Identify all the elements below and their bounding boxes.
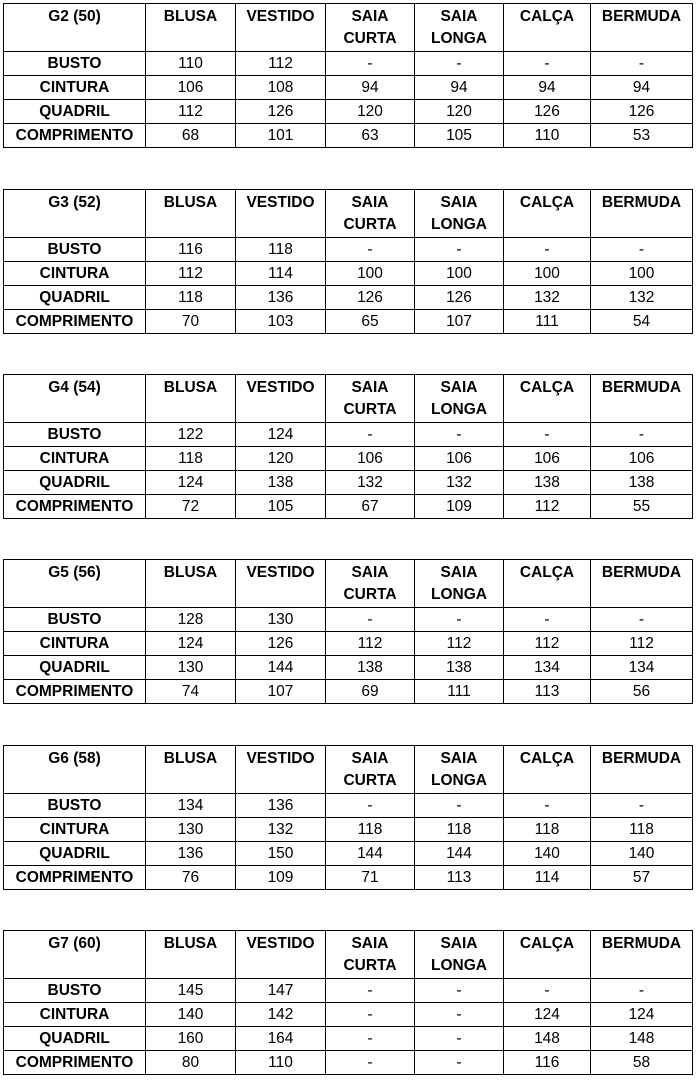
column-header-line: CALÇA <box>519 750 575 767</box>
measurement-value: 118 <box>146 447 236 471</box>
column-header-line: VESTIDO <box>246 379 315 396</box>
measurement-label: COMPRIMENTO <box>4 124 146 148</box>
measurement-value: 134 <box>146 794 236 818</box>
column-header-line: BLUSA <box>163 750 218 767</box>
measurement-value: - <box>415 1027 504 1051</box>
column-header-line: SAIA <box>351 750 389 767</box>
column-header <box>591 560 693 608</box>
measurement-label: QUADRIL <box>4 100 146 124</box>
column-header-line: VESTIDO <box>246 564 315 581</box>
table-row <box>4 680 693 704</box>
column-header-line: SAIA <box>351 379 389 396</box>
measurement-label: QUADRIL <box>4 471 146 495</box>
measurement-label: QUADRIL <box>4 656 146 680</box>
column-header-line: BLUSA <box>163 194 218 211</box>
measurement-value: 138 <box>591 471 693 495</box>
measurement-value: 126 <box>591 100 693 124</box>
column-header <box>326 375 415 423</box>
column-header-line: CALÇA <box>519 935 575 952</box>
column-header-line: LONGA <box>431 772 487 789</box>
column-header-line: VESTIDO <box>246 935 315 952</box>
column-header <box>236 190 326 238</box>
measurement-label: BUSTO <box>4 794 146 818</box>
measurement-value: - <box>326 1027 415 1051</box>
measurement-value: 106 <box>591 447 693 471</box>
table-row <box>4 656 693 680</box>
measurement-value: - <box>504 423 591 447</box>
measurement-value: 100 <box>504 262 591 286</box>
measurement-label: CINTURA <box>4 447 146 471</box>
column-header-line: CURTA <box>343 401 397 418</box>
measurement-label: BUSTO <box>4 979 146 1003</box>
measurement-value: - <box>415 423 504 447</box>
measurement-value: 106 <box>504 447 591 471</box>
column-header-line: CURTA <box>343 586 397 603</box>
measurement-value: 67 <box>326 495 415 519</box>
measurement-value: 118 <box>236 238 326 262</box>
measurement-value: 63 <box>326 124 415 148</box>
column-header-line: CURTA <box>343 216 397 233</box>
measurement-value: 118 <box>415 818 504 842</box>
measurement-value: 100 <box>591 262 693 286</box>
measurement-value: - <box>415 1003 504 1027</box>
measurement-value: 100 <box>326 262 415 286</box>
table-header-row <box>4 560 693 608</box>
column-header-line: CALÇA <box>519 194 575 211</box>
column-header <box>591 931 693 979</box>
measurement-value: 112 <box>415 632 504 656</box>
table-row <box>4 423 693 447</box>
column-header-line: BERMUDA <box>601 8 682 25</box>
measurement-label: BUSTO <box>4 423 146 447</box>
measurement-value: 120 <box>326 100 415 124</box>
measurement-value: 124 <box>146 632 236 656</box>
column-header <box>504 746 591 794</box>
measurement-value: - <box>326 1003 415 1027</box>
measurement-value: 100 <box>415 262 504 286</box>
measurement-value: 150 <box>236 842 326 866</box>
column-header-line: BERMUDA <box>601 194 682 211</box>
column-header <box>236 560 326 608</box>
measurement-value: 112 <box>236 52 326 76</box>
measurement-value: - <box>326 608 415 632</box>
measurement-value: 134 <box>504 656 591 680</box>
measurement-value: 138 <box>236 471 326 495</box>
table-row <box>4 632 693 656</box>
measurement-value: 132 <box>236 818 326 842</box>
measurement-value: 138 <box>326 656 415 680</box>
measurement-value: 116 <box>504 1051 591 1075</box>
measurement-value: 110 <box>236 1051 326 1075</box>
measurement-value: 136 <box>146 842 236 866</box>
measurement-value: 54 <box>591 310 693 334</box>
measurement-value: 126 <box>236 632 326 656</box>
measurement-label: QUADRIL <box>4 842 146 866</box>
column-header-line: CALÇA <box>519 379 575 396</box>
measurement-value: 132 <box>326 471 415 495</box>
column-header-line: CALÇA <box>519 564 575 581</box>
table-row <box>4 842 693 866</box>
measurement-label: CINTURA <box>4 632 146 656</box>
measurement-value: 132 <box>504 286 591 310</box>
measurement-value: 109 <box>236 866 326 890</box>
column-header-line: VESTIDO <box>246 8 315 25</box>
column-header <box>504 4 591 52</box>
measurement-value: - <box>326 794 415 818</box>
measurement-value: 142 <box>236 1003 326 1027</box>
measurement-value: 112 <box>326 632 415 656</box>
measurement-value: 140 <box>146 1003 236 1027</box>
table-row <box>4 818 693 842</box>
size-table <box>3 3 693 148</box>
measurement-value: 136 <box>236 794 326 818</box>
table-row <box>4 979 693 1003</box>
size-label: G6 (58) <box>4 746 146 794</box>
measurement-value: 118 <box>504 818 591 842</box>
measurement-value: - <box>591 979 693 1003</box>
table-row <box>4 794 693 818</box>
size-table <box>3 559 693 704</box>
column-header-line: VESTIDO <box>246 194 315 211</box>
measurement-value: - <box>415 794 504 818</box>
column-header-line: BLUSA <box>163 564 218 581</box>
column-header <box>146 4 236 52</box>
table-row <box>4 52 693 76</box>
measurement-value: 128 <box>146 608 236 632</box>
measurement-value: 124 <box>504 1003 591 1027</box>
table-row <box>4 608 693 632</box>
measurement-value: 134 <box>591 656 693 680</box>
measurement-value: - <box>326 238 415 262</box>
column-header-line: CALÇA <box>519 8 575 25</box>
measurement-value: 138 <box>415 656 504 680</box>
table-header-row <box>4 375 693 423</box>
measurement-value: - <box>326 1051 415 1075</box>
column-header <box>236 931 326 979</box>
measurement-value: 138 <box>504 471 591 495</box>
column-header <box>326 746 415 794</box>
column-header-line: BERMUDA <box>601 564 682 581</box>
column-header-line: BERMUDA <box>601 935 682 952</box>
measurement-value: 136 <box>236 286 326 310</box>
measurement-value: - <box>415 238 504 262</box>
column-header-line: SAIA <box>440 194 478 211</box>
column-header <box>146 375 236 423</box>
measurement-label: COMPRIMENTO <box>4 866 146 890</box>
measurement-value: - <box>591 608 693 632</box>
measurement-value: - <box>591 238 693 262</box>
measurement-value: 107 <box>236 680 326 704</box>
column-header <box>236 375 326 423</box>
measurement-value: 71 <box>326 866 415 890</box>
measurement-value: 144 <box>326 842 415 866</box>
measurement-value: 94 <box>326 76 415 100</box>
table-row <box>4 866 693 890</box>
column-header <box>415 931 504 979</box>
measurement-value: 57 <box>591 866 693 890</box>
column-header-line: CURTA <box>343 772 397 789</box>
column-header-line: BERMUDA <box>601 750 682 767</box>
column-header <box>236 746 326 794</box>
measurement-value: - <box>326 979 415 1003</box>
column-header <box>504 375 591 423</box>
column-header <box>591 4 693 52</box>
column-header <box>236 4 326 52</box>
column-header-line: SAIA <box>440 935 478 952</box>
measurement-value: 124 <box>591 1003 693 1027</box>
table-row <box>4 238 693 262</box>
measurement-value: 126 <box>415 286 504 310</box>
table-row <box>4 262 693 286</box>
measurement-value: 112 <box>504 632 591 656</box>
column-header <box>415 4 504 52</box>
table-row <box>4 495 693 519</box>
measurement-value: 112 <box>504 495 591 519</box>
column-header-line: LONGA <box>431 216 487 233</box>
column-header <box>504 190 591 238</box>
measurement-value: 113 <box>504 680 591 704</box>
size-label: G2 (50) <box>4 4 146 52</box>
table-row <box>4 76 693 100</box>
measurement-value: 132 <box>591 286 693 310</box>
measurement-value: 110 <box>504 124 591 148</box>
measurement-value: 106 <box>326 447 415 471</box>
measurement-value: 112 <box>591 632 693 656</box>
column-header <box>326 4 415 52</box>
measurement-label: BUSTO <box>4 52 146 76</box>
measurement-value: 132 <box>415 471 504 495</box>
measurement-value: 80 <box>146 1051 236 1075</box>
measurement-value: 72 <box>146 495 236 519</box>
size-table <box>3 745 693 890</box>
measurement-label: COMPRIMENTO <box>4 680 146 704</box>
column-header <box>146 931 236 979</box>
measurement-value: 130 <box>146 818 236 842</box>
measurement-label: QUADRIL <box>4 286 146 310</box>
measurement-value: 69 <box>326 680 415 704</box>
column-header-line: LONGA <box>431 586 487 603</box>
measurement-value: 105 <box>415 124 504 148</box>
column-header <box>504 560 591 608</box>
measurement-value: 109 <box>415 495 504 519</box>
measurement-value: - <box>326 423 415 447</box>
column-header <box>415 375 504 423</box>
measurement-value: 144 <box>236 656 326 680</box>
size-label: G7 (60) <box>4 931 146 979</box>
column-header <box>415 190 504 238</box>
measurement-value: 140 <box>591 842 693 866</box>
measurement-value: 106 <box>415 447 504 471</box>
measurement-value: 140 <box>504 842 591 866</box>
measurement-value: 76 <box>146 866 236 890</box>
table-header-row <box>4 4 693 52</box>
measurement-value: 55 <box>591 495 693 519</box>
column-header-line: BLUSA <box>163 379 218 396</box>
size-table <box>3 189 693 334</box>
column-header-line: SAIA <box>351 935 389 952</box>
measurement-value: 130 <box>146 656 236 680</box>
measurement-value: 118 <box>326 818 415 842</box>
size-label: G5 (56) <box>4 560 146 608</box>
size-table <box>3 374 693 519</box>
measurement-value: 124 <box>146 471 236 495</box>
measurement-value: 108 <box>236 76 326 100</box>
column-header <box>326 931 415 979</box>
measurement-value: 113 <box>415 866 504 890</box>
column-header-line: SAIA <box>351 564 389 581</box>
column-header-line: BLUSA <box>163 935 218 952</box>
measurement-value: 106 <box>146 76 236 100</box>
column-header <box>146 746 236 794</box>
measurement-value: 118 <box>591 818 693 842</box>
measurement-value: - <box>591 423 693 447</box>
column-header <box>415 746 504 794</box>
column-header-line: LONGA <box>431 957 487 974</box>
measurement-value: 145 <box>146 979 236 1003</box>
column-header-line: CURTA <box>343 957 397 974</box>
column-header-line: LONGA <box>431 30 487 47</box>
measurement-value: 94 <box>504 76 591 100</box>
size-table <box>3 930 693 1075</box>
measurement-value: 148 <box>504 1027 591 1051</box>
measurement-value: 68 <box>146 124 236 148</box>
measurement-value: 148 <box>591 1027 693 1051</box>
measurement-value: 147 <box>236 979 326 1003</box>
table-row <box>4 447 693 471</box>
measurement-label: BUSTO <box>4 608 146 632</box>
column-header-line: CURTA <box>343 30 397 47</box>
measurement-value: - <box>504 52 591 76</box>
measurement-value: - <box>415 1051 504 1075</box>
measurement-label: CINTURA <box>4 76 146 100</box>
measurement-label: COMPRIMENTO <box>4 1051 146 1075</box>
size-label: G3 (52) <box>4 190 146 238</box>
column-header-line: SAIA <box>351 194 389 211</box>
column-header-line: VESTIDO <box>246 750 315 767</box>
measurement-value: - <box>504 794 591 818</box>
column-header <box>326 190 415 238</box>
measurement-value: 116 <box>146 238 236 262</box>
column-header-line: LONGA <box>431 401 487 418</box>
table-row <box>4 1051 693 1075</box>
column-header-line: SAIA <box>440 750 478 767</box>
measurement-value: 105 <box>236 495 326 519</box>
measurement-value: 164 <box>236 1027 326 1051</box>
column-header-line: BLUSA <box>163 8 218 25</box>
measurement-value: - <box>591 52 693 76</box>
measurement-value: 70 <box>146 310 236 334</box>
measurement-value: 56 <box>591 680 693 704</box>
measurement-value: 114 <box>504 866 591 890</box>
measurement-value: 126 <box>504 100 591 124</box>
column-header <box>326 560 415 608</box>
table-row <box>4 310 693 334</box>
measurement-value: 112 <box>146 100 236 124</box>
measurement-value: 124 <box>236 423 326 447</box>
measurement-value: - <box>415 979 504 1003</box>
measurement-value: 53 <box>591 124 693 148</box>
measurement-value: - <box>326 52 415 76</box>
measurement-value: - <box>504 979 591 1003</box>
measurement-value: - <box>415 608 504 632</box>
measurement-label: CINTURA <box>4 262 146 286</box>
measurement-value: 94 <box>415 76 504 100</box>
measurement-value: 122 <box>146 423 236 447</box>
measurement-label: QUADRIL <box>4 1027 146 1051</box>
size-label: G4 (54) <box>4 375 146 423</box>
measurement-value: 160 <box>146 1027 236 1051</box>
measurement-value: - <box>504 608 591 632</box>
column-header-line: SAIA <box>440 564 478 581</box>
table-header-row <box>4 746 693 794</box>
measurement-value: 114 <box>236 262 326 286</box>
measurement-label: COMPRIMENTO <box>4 310 146 334</box>
column-header <box>591 375 693 423</box>
measurement-value: 101 <box>236 124 326 148</box>
measurement-value: 120 <box>236 447 326 471</box>
measurement-value: 120 <box>415 100 504 124</box>
table-row <box>4 1027 693 1051</box>
measurement-value: 126 <box>236 100 326 124</box>
column-header-line: BERMUDA <box>601 379 682 396</box>
column-header-line: SAIA <box>440 8 478 25</box>
measurement-value: 130 <box>236 608 326 632</box>
column-header <box>504 931 591 979</box>
table-header-row <box>4 931 693 979</box>
measurement-value: 103 <box>236 310 326 334</box>
table-row <box>4 124 693 148</box>
measurement-value: 107 <box>415 310 504 334</box>
column-header <box>146 190 236 238</box>
column-header <box>415 560 504 608</box>
measurement-value: 110 <box>146 52 236 76</box>
measurement-value: 112 <box>146 262 236 286</box>
table-row <box>4 100 693 124</box>
table-header-row <box>4 190 693 238</box>
column-header <box>146 560 236 608</box>
measurement-value: 111 <box>415 680 504 704</box>
measurement-label: CINTURA <box>4 818 146 842</box>
column-header <box>591 746 693 794</box>
measurement-value: - <box>504 238 591 262</box>
column-header <box>591 190 693 238</box>
measurement-label: CINTURA <box>4 1003 146 1027</box>
measurement-value: - <box>415 52 504 76</box>
measurement-value: 74 <box>146 680 236 704</box>
table-row <box>4 471 693 495</box>
measurement-value: 144 <box>415 842 504 866</box>
column-header-line: SAIA <box>351 8 389 25</box>
table-row <box>4 1003 693 1027</box>
measurement-value: 58 <box>591 1051 693 1075</box>
measurement-label: BUSTO <box>4 238 146 262</box>
measurement-value: 126 <box>326 286 415 310</box>
measurement-label: COMPRIMENTO <box>4 495 146 519</box>
measurement-value: 94 <box>591 76 693 100</box>
column-header-line: SAIA <box>440 379 478 396</box>
measurement-value: 118 <box>146 286 236 310</box>
measurement-value: 111 <box>504 310 591 334</box>
measurement-value: - <box>591 794 693 818</box>
measurement-value: 65 <box>326 310 415 334</box>
table-row <box>4 286 693 310</box>
